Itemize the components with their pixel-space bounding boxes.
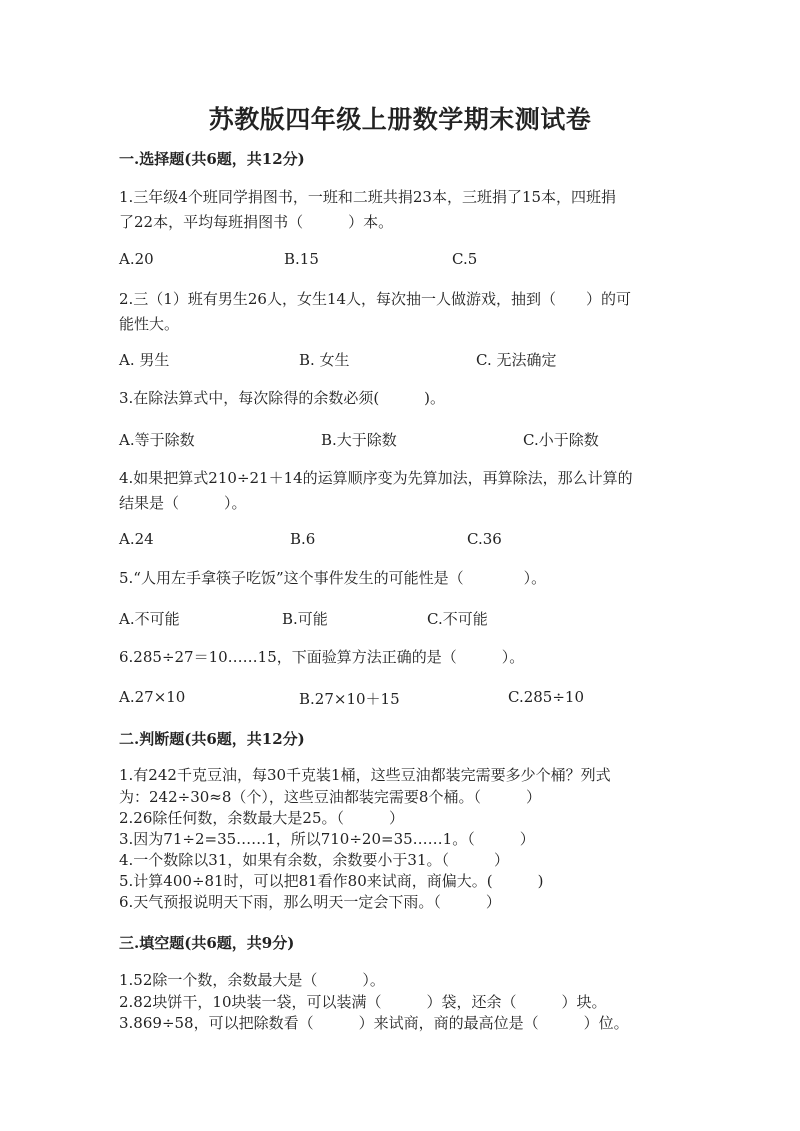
question-1-option-a: A.20: [119, 250, 154, 268]
question-2-option-c: C. 无法确定: [476, 351, 557, 369]
question-1-line-2: 了22本，平均每班捐图书（ ）本。: [119, 213, 394, 231]
question-5-option-b: B.可能: [282, 610, 328, 628]
question-5-line-1: 5.“人用左手拿筷子吃饭”这个事件发生的可能性是（ ）。: [119, 569, 547, 587]
question-4: [119, 466, 679, 516]
fill-blank-1: 1.52除一个数，余数最大是（ ）。: [119, 971, 385, 989]
question-4-line-2: 结果是（ ）。: [119, 494, 247, 512]
question-4-option-a: A.24: [119, 530, 154, 548]
fill-blank-3: 3.869÷58，可以把除数看（ ）来试商，商的最高位是（ ）位。: [119, 1014, 629, 1032]
question-5-option-a: A.不可能: [119, 610, 180, 628]
judgement-2: 2.26除任何数，余数最大是25。（ ）: [119, 809, 404, 827]
question-6-line-1: 6.285÷27＝10……15，下面验算方法正确的是（ ）。: [119, 648, 525, 666]
question-3-line-1: 3.在除法算式中，每次除得的余数必须( )。: [119, 389, 446, 407]
judgement-4: 4.一个数除以31，如果有余数，余数要小于31。（ ）: [119, 851, 509, 869]
question-6: [119, 645, 679, 670]
question-4-option-c: C.36: [467, 530, 502, 548]
judgement-3: 3.因为71÷2=35……1，所以710÷20=35……1。（ ）: [119, 830, 535, 848]
question-4-line-1: 4.如果把算式210÷21＋14的运算顺序变为先算加法，再算除法，那么计算的: [119, 469, 633, 487]
question-6-option-c: C.285÷10: [508, 688, 584, 706]
question-5-option-c: C.不可能: [427, 610, 488, 628]
fill-blank-2: 2.82块饼干，10块装一袋，可以装满（ ）袋，还余（ ）块。: [119, 993, 607, 1011]
question-3: [119, 386, 679, 411]
question-4-option-b: B.6: [290, 530, 316, 548]
section-3-heading: 三.填空题(共6题，共9分): [119, 934, 295, 952]
judgement-1-line-1: 1.有242千克豆油，每30千克装1桶，这些豆油都装完需要多少个桶？列式: [119, 766, 611, 784]
question-2-line-2: 能性大。: [119, 315, 180, 333]
question-1-option-b: B.15: [284, 250, 319, 268]
question-3-option-b: B.大于除数: [321, 431, 397, 449]
page-title: 苏教版四年级上册数学期末测试卷: [208, 105, 592, 134]
judgement-6: 6.天气预报说明天下雨，那么明天一定会下雨。（ ）: [119, 893, 501, 911]
judgement-1-line-2: 为：242÷30≈8（个），这些豆油都装完需要8个桶。（ ）: [119, 788, 541, 806]
section-2-heading: 二.判断题(共6题，共12分): [119, 730, 305, 748]
question-2: [119, 287, 679, 337]
question-3-option-a: A.等于除数: [119, 431, 195, 449]
question-3-option-c: C.小于除数: [523, 431, 599, 449]
question-2-option-b: B. 女生: [299, 351, 350, 369]
question-2-option-a: A. 男生: [119, 351, 170, 369]
question-2-line-1: 2.三（1）班有男生26人，女生14人，每次抽一人做游戏，抽到（ ）的可: [119, 290, 632, 308]
question-6-option-b: B.27×10＋15: [299, 690, 400, 708]
section-1-heading: 一.选择题(共6题，共12分): [119, 150, 305, 168]
question-1: [119, 185, 679, 235]
question-6-option-a: A.27×10: [119, 688, 186, 706]
question-1-option-c: C.5: [452, 250, 478, 268]
question-5: [119, 566, 679, 591]
judgement-5: 5.计算400÷81时，可以把81看作80来试商，商偏大。( ): [119, 872, 544, 890]
question-1-line-1: 1.三年级4个班同学捐图书，一班和二班共捐23本，三班捐了15本，四班捐: [119, 188, 617, 206]
